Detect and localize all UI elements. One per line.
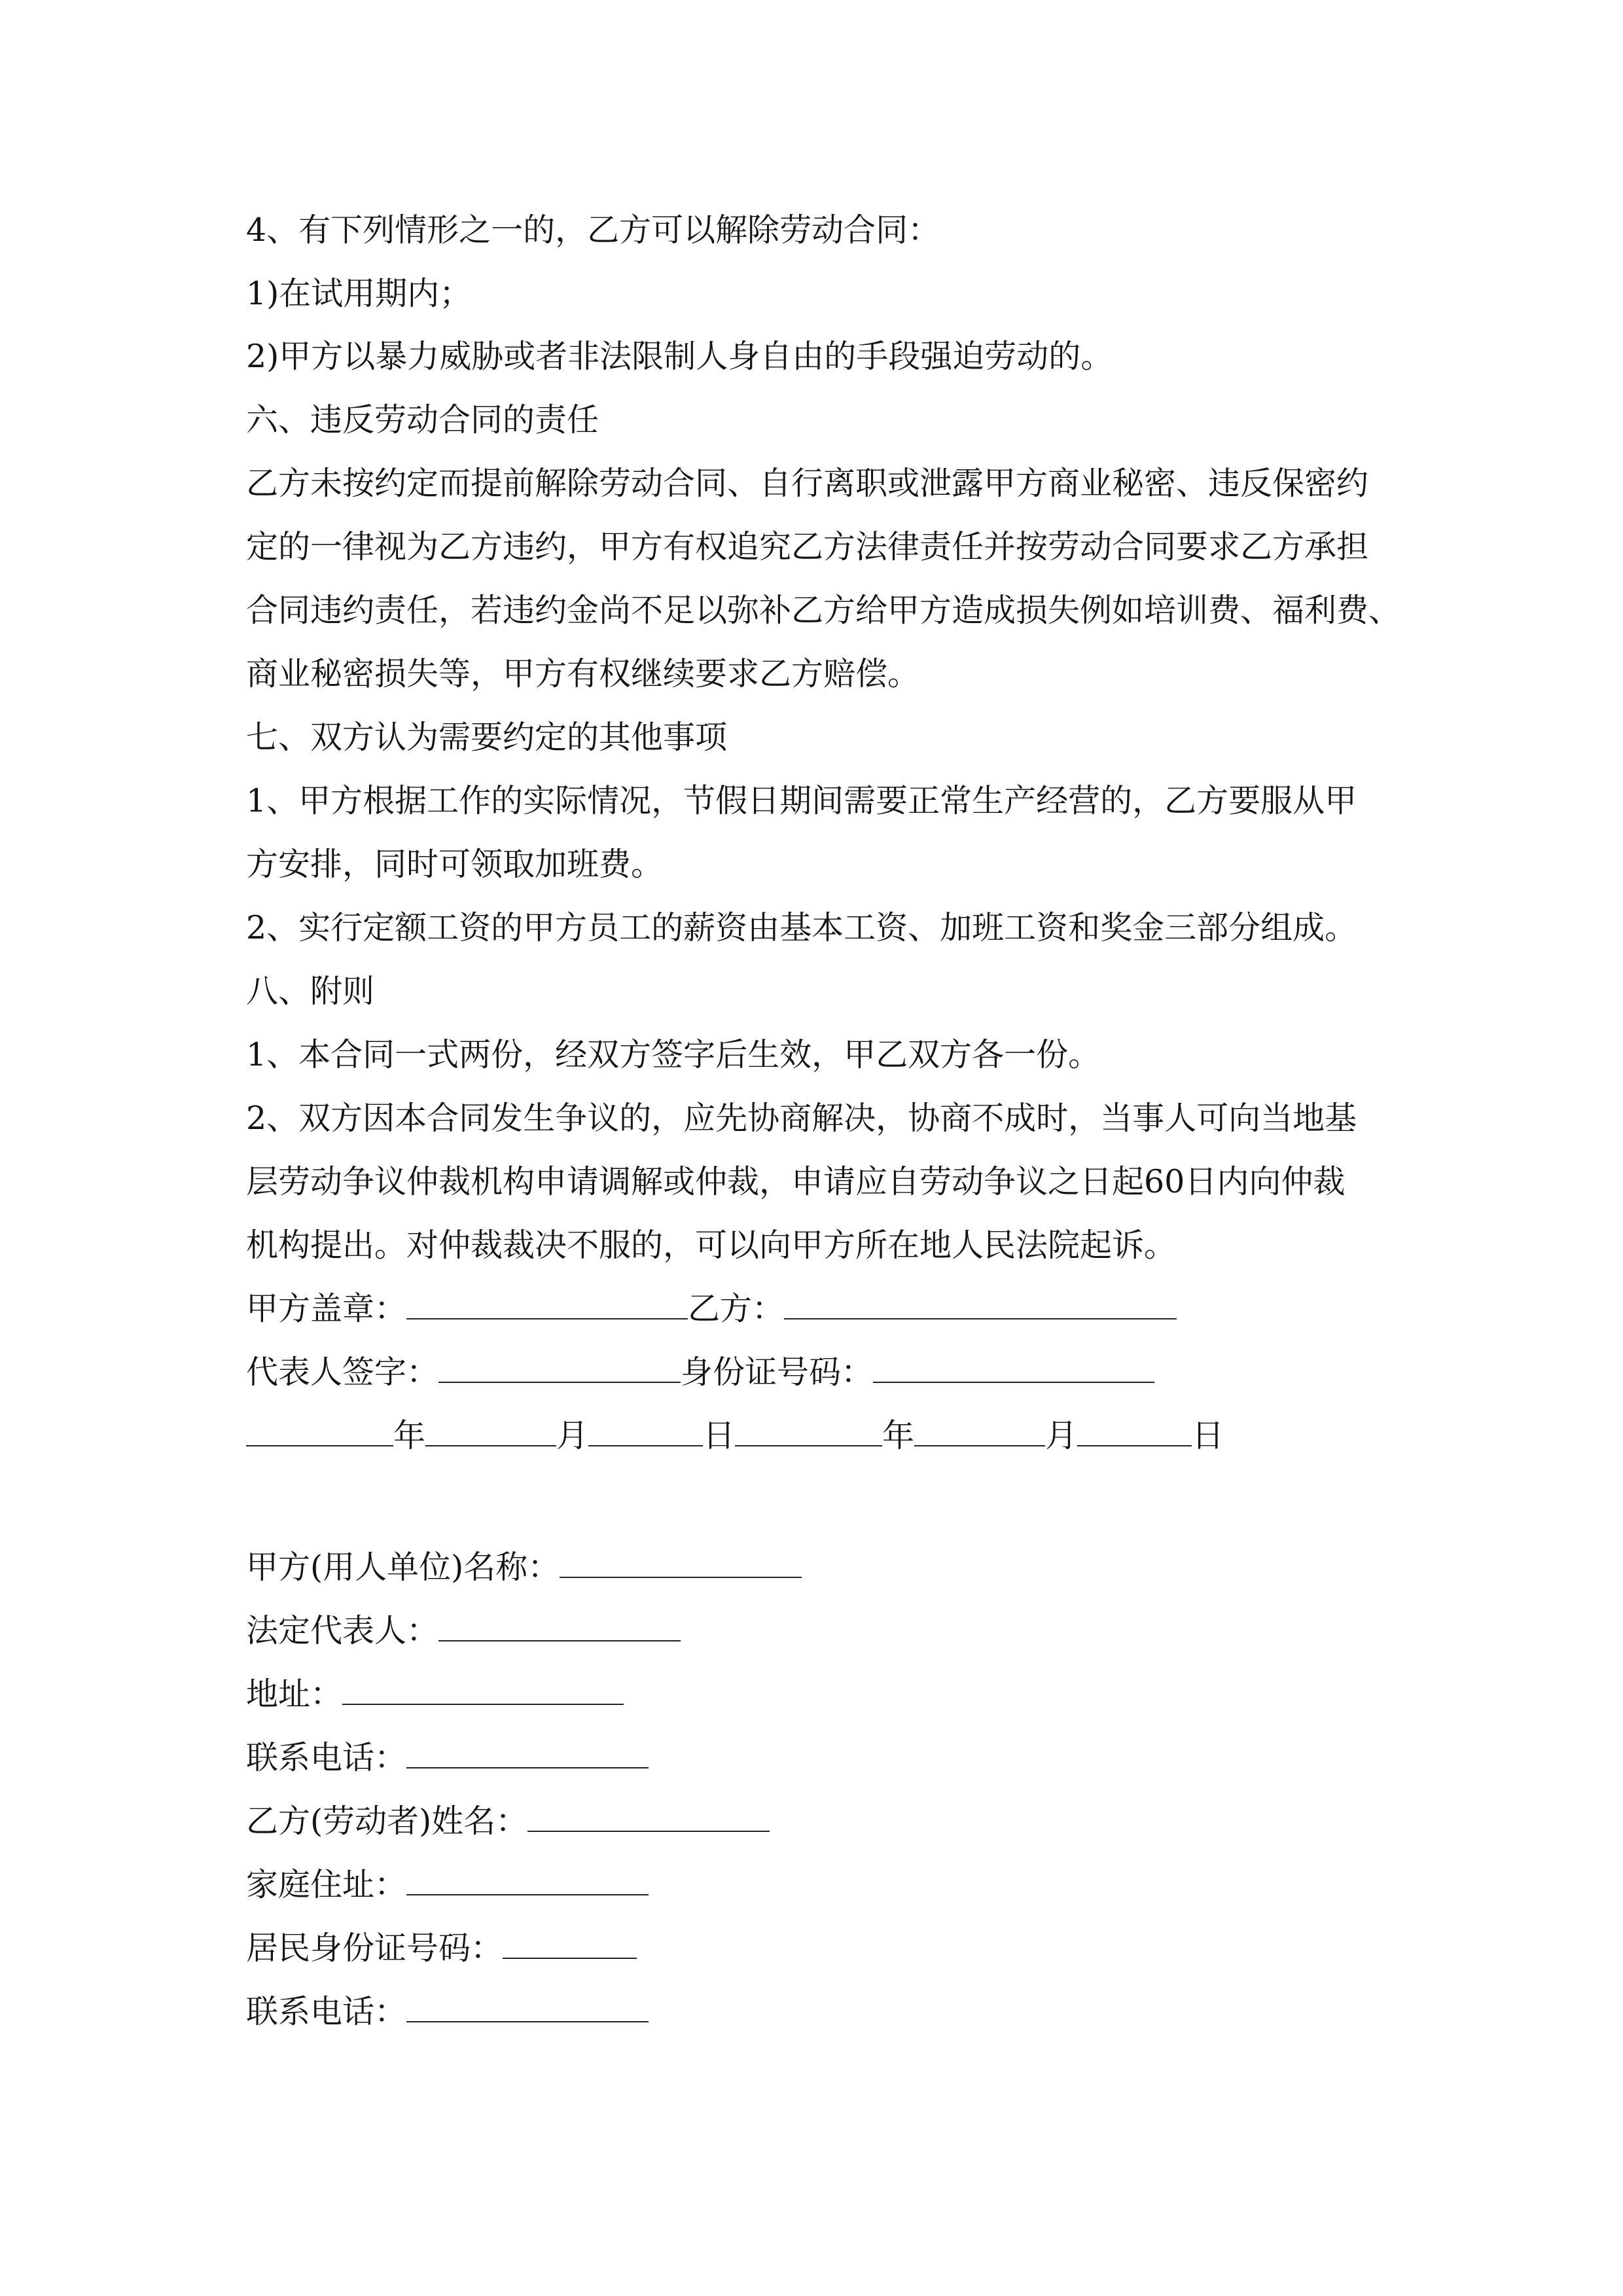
clause-4-item-2: 2)甲方以暴力威胁或者非法限制人身自由的手段强迫劳动的。 <box>246 338 1113 375</box>
employer-name-label: 甲方(用人单位)名称： <box>246 1549 560 1586</box>
worker-name-row <box>246 1802 770 1841</box>
section-8-item-1: 1、本合同一式两份，经双方签字后生效，甲乙双方各一份。 <box>246 1036 1101 1073</box>
date-b-month-blank[interactable] <box>914 1419 1045 1446</box>
signature-row-seal <box>246 1289 1177 1329</box>
section-6-text-line-4: 商业秘密损失等，甲方有权继续要求乙方赔偿。 <box>246 655 920 692</box>
phone-a-label: 联系电话： <box>246 1739 407 1776</box>
party-b-label: 乙方： <box>688 1290 785 1327</box>
section-8-heading: 八、附则 <box>246 973 375 1010</box>
resident-id-label: 居民身份证号码： <box>246 1929 503 1967</box>
resident-id-row <box>246 1929 637 1968</box>
worker-name-label: 乙方(劳动者)姓名： <box>246 1803 528 1840</box>
section-7-item-1-line-2: 方安排，同时可领取加班费。 <box>246 846 664 883</box>
worker-name-blank[interactable] <box>527 1804 770 1832</box>
legal-rep-blank[interactable] <box>438 1614 681 1641</box>
date-a-year-label: 年 <box>393 1417 426 1454</box>
section-7-item-2: 2、实行定额工资的甲方员工的薪资由基本工资、加班工资和奖金三部分组成。 <box>246 909 1357 946</box>
clause-4-heading: 4、有下列情形之一的，乙方可以解除劳动合同： <box>246 211 940 249</box>
date-a-day-label: 日 <box>703 1417 736 1454</box>
party-b-blank[interactable] <box>784 1292 1177 1319</box>
date-b-month-label: 月 <box>1045 1417 1078 1454</box>
home-address-blank[interactable] <box>406 1868 649 1895</box>
address-label: 地址： <box>246 1676 343 1713</box>
phone-a-row <box>246 1738 649 1778</box>
resident-id-blank[interactable] <box>503 1931 637 1959</box>
section-6-heading: 六、违反劳动合同的责任 <box>246 401 599 439</box>
rep-sign-blank[interactable] <box>438 1355 681 1383</box>
phone-b-row <box>246 1992 649 2032</box>
section-8-item-2-line-2: 层劳动争议仲裁机构申请调解或仲裁，申请应自劳动争议之日起60日内向仲裁 <box>246 1163 1346 1200</box>
home-address-row <box>246 1865 649 1905</box>
section-6-text-line-3: 合同违约责任，若违约金尚不足以弥补乙方给甲方造成损失例如培训费、福利费、 <box>246 592 1401 629</box>
rep-sign-label: 代表人签字： <box>246 1354 439 1391</box>
legal-rep-label: 法定代表人： <box>246 1612 439 1649</box>
employer-name-row <box>246 1548 802 1587</box>
id-number-label: 身份证号码： <box>681 1354 874 1391</box>
date-a-month-blank[interactable] <box>425 1419 556 1446</box>
section-7-heading: 七、双方认为需要约定的其他事项 <box>246 719 728 756</box>
date-b-year-label: 年 <box>882 1417 915 1454</box>
address-blank[interactable] <box>342 1677 624 1705</box>
date-a-day-blank[interactable] <box>588 1419 703 1446</box>
section-6-text-line-1: 乙方未按约定而提前解除劳动合同、自行离职或泄露甲方商业秘密、违反保密约 <box>246 465 1369 502</box>
signature-row-rep <box>246 1353 1154 1392</box>
home-address-label: 家庭住址： <box>246 1866 407 1903</box>
date-a-year-blank[interactable] <box>246 1419 393 1446</box>
phone-b-blank[interactable] <box>406 1995 649 2022</box>
date-b-day-label: 日 <box>1192 1417 1224 1454</box>
party-a-seal-blank[interactable] <box>406 1292 688 1319</box>
section-6-text-line-2: 定的一律视为乙方违约，甲方有权追究乙方法律责任并按劳动合同要求乙方承担 <box>246 528 1369 565</box>
legal-rep-row <box>246 1611 681 1651</box>
address-row <box>246 1675 624 1714</box>
phone-b-label: 联系电话： <box>246 1993 407 2030</box>
id-number-blank[interactable] <box>873 1355 1154 1383</box>
signature-row-dates <box>246 1416 1224 1456</box>
date-b-day-blank[interactable] <box>1077 1419 1192 1446</box>
clause-4-item-1: 1)在试用期内； <box>246 275 472 312</box>
party-a-seal-label: 甲方盖章： <box>246 1290 407 1327</box>
employer-name-blank[interactable] <box>560 1551 802 1578</box>
section-7-item-1-line-1: 1、甲方根据工作的实际情况，节假日期间需要正常生产经营的，乙方要服从甲 <box>246 782 1357 819</box>
section-8-item-2-line-3: 机构提出。对仲裁裁决不服的，可以向甲方所在地人民法院起诉。 <box>246 1227 1177 1264</box>
section-8-item-2-line-1: 2、双方因本合同发生争议的，应先协商解决，协商不成时，当事人可向当地基 <box>246 1100 1357 1137</box>
date-b-year-blank[interactable] <box>735 1419 882 1446</box>
phone-a-blank[interactable] <box>406 1741 649 1768</box>
date-a-month-label: 月 <box>556 1417 589 1454</box>
